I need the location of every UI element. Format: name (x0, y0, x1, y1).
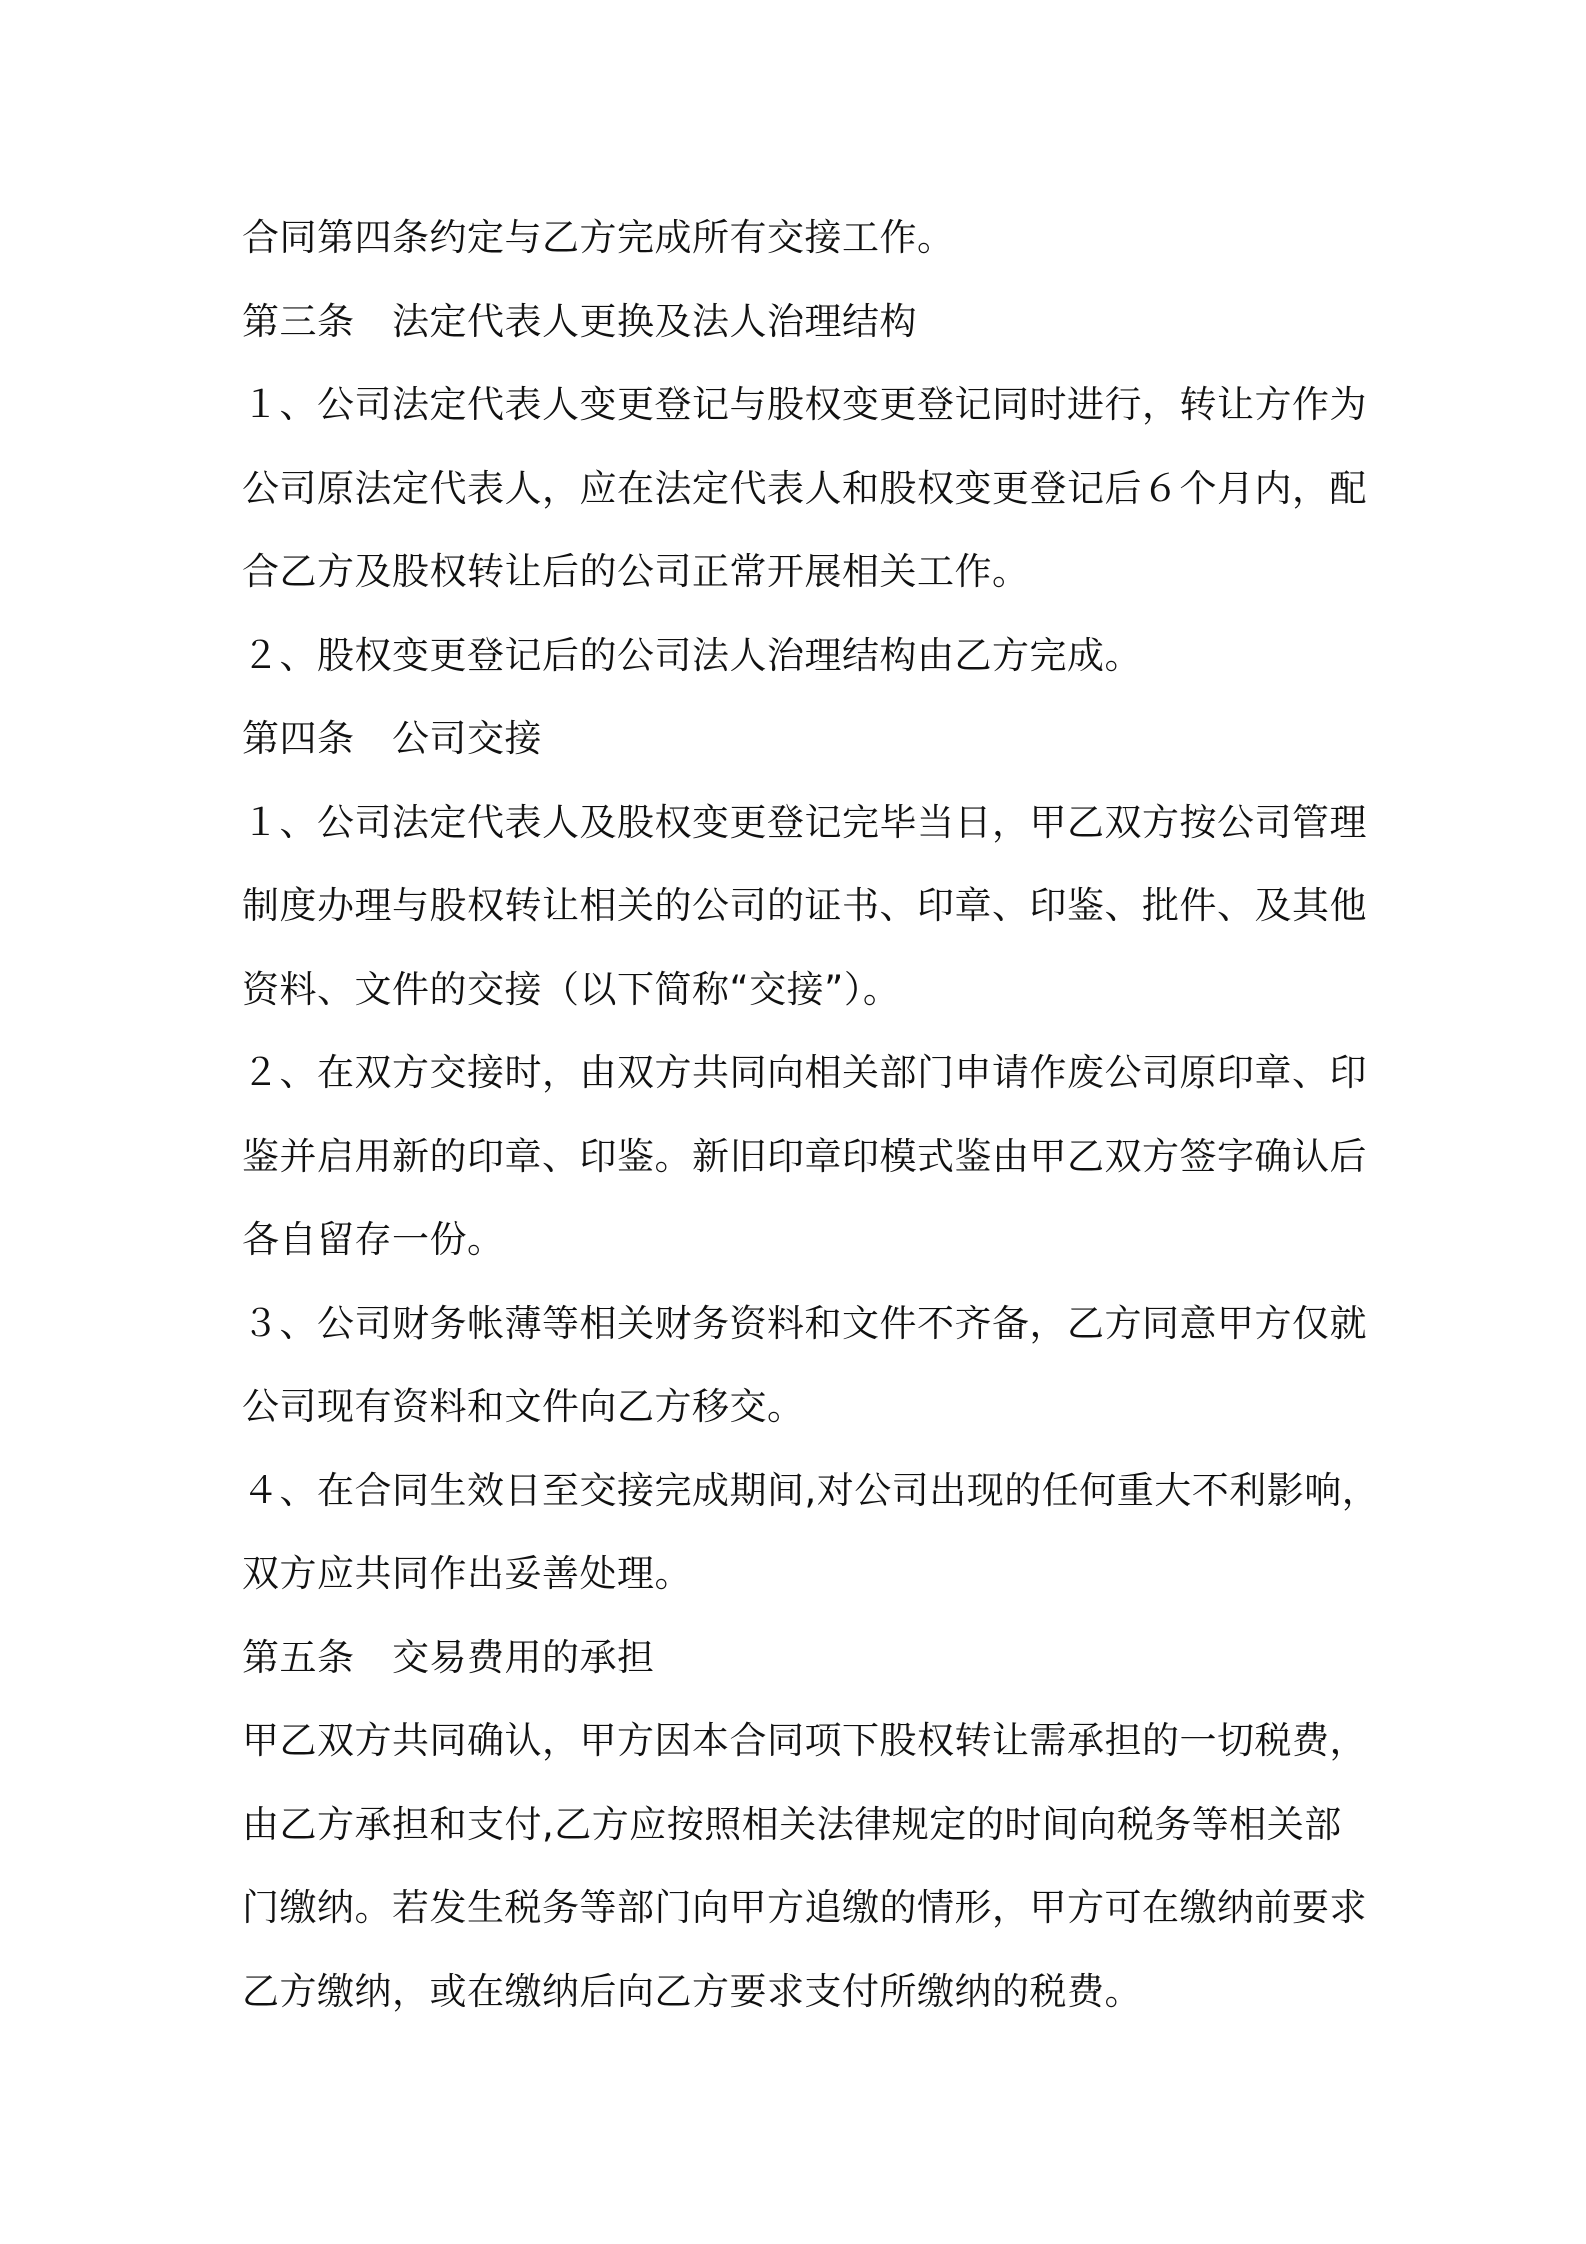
text-line: 公司原法定代表人，应在法定代表人和股权变更登记后６个月内，配 (242, 466, 1367, 510)
section-heading: 第五条 交易费用的承担 (242, 1635, 655, 1679)
text-line: 门缴纳。若发生税务等部门向甲方追缴的情形，甲方可在缴纳前要求 (242, 1886, 1367, 1929)
text-line: ４、在合同生效日至交接完成期间,对公司出现的任何重大不利影响， (242, 1468, 1380, 1512)
text-line: 合同第四条约定与乙方完成所有交接工作。 (242, 216, 955, 259)
text-line: １、公司法定代表人变更登记与股权变更登记同时进行，转让方作为 (242, 383, 1367, 426)
section-heading: 第三条 法定代表人更换及法人治理结构 (242, 299, 917, 343)
text-line: ３、公司财务帐薄等相关财务资料和文件不齐备，乙方同意甲方仅就 (242, 1301, 1367, 1345)
section-heading: 第四条 公司交接 (242, 717, 542, 760)
text-line: 双方应共同作出妥善处理。 (242, 1552, 692, 1595)
text-line: 鉴并启用新的印章、印鉴。新旧印章印模式鉴由甲乙双方签字确认后 (242, 1134, 1367, 1178)
text-line: 合乙方及股权转让后的公司正常开展相关工作。 (242, 550, 1030, 593)
text-line: 由乙方承担和支付,乙方应按照相关法律规定的时间向税务等相关部 (242, 1802, 1342, 1846)
text-line: １、公司法定代表人及股权变更登记完毕当日，甲乙双方按公司管理 (242, 800, 1367, 844)
text-line: ２、在双方交接时，由双方共同向相关部门申请作废公司原印章、印 (242, 1051, 1367, 1094)
text-line: 甲乙双方共同确认，甲方因本合同项下股权转让需承担的一切税费， (242, 1719, 1367, 1762)
text-line: 资料、文件的交接（以下简称“交接”）。 (242, 967, 901, 1011)
text-line: 乙方缴纳，或在缴纳后向乙方要求支付所缴纳的税费。 (242, 1969, 1142, 2013)
document-body (242, 196, 1380, 2033)
text-line: 制度办理与股权转让相关的公司的证书、印章、印鉴、批件、及其他 (242, 884, 1367, 927)
text-line: 公司现有资料和文件向乙方移交。 (242, 1385, 805, 1428)
text-line: 各自留存一份。 (242, 1218, 505, 1261)
text-line: ２、股权变更登记后的公司法人治理结构由乙方完成。 (242, 633, 1142, 677)
